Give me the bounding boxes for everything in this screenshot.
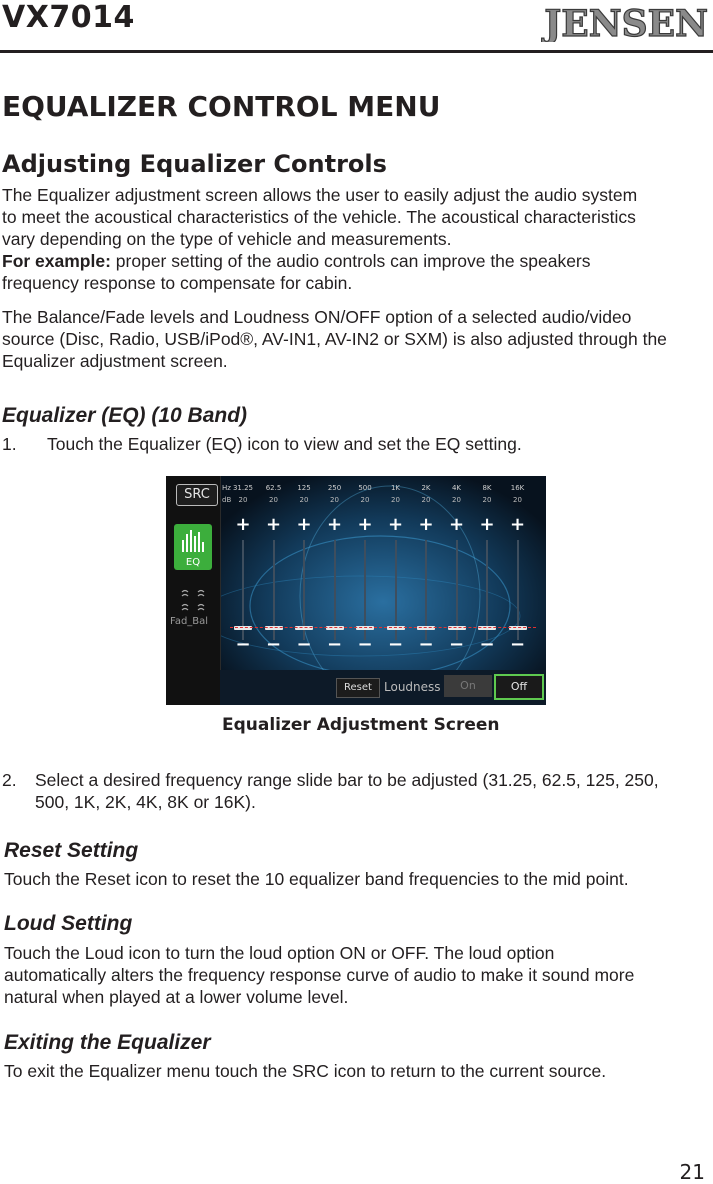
section-heading-exit: Exiting the Equalizer bbox=[4, 1031, 211, 1054]
example-label: For example: bbox=[2, 251, 111, 271]
band-frequency-label: 4K bbox=[451, 484, 462, 492]
step-1-text: Touch the Equalizer (EQ) icon to view and set the EQ setting. bbox=[47, 434, 522, 454]
exit-text: To exit the Equalizer menu touch the SRC icon to return to the current source. bbox=[4, 1061, 607, 1081]
intro-line: The Equalizer adjustment screen allows the user to easily adjust the audio system bbox=[2, 185, 638, 205]
loudness-on-button[interactable]: On bbox=[444, 675, 492, 697]
band-value-label: 20 bbox=[513, 496, 522, 504]
eq-button[interactable] bbox=[174, 524, 212, 570]
band-value-label: 20 bbox=[238, 496, 248, 504]
band-value-label: 20 bbox=[360, 496, 370, 504]
band-value-label: 20 bbox=[269, 496, 278, 504]
fad-bal-label: Fad_Bal bbox=[170, 616, 209, 627]
band-slider-track[interactable] bbox=[456, 540, 458, 640]
band-decrease-button[interactable]: − bbox=[235, 634, 251, 655]
band-value-label: 20 bbox=[299, 496, 309, 504]
band-increase-button[interactable]: + bbox=[418, 514, 434, 535]
step-2-number: 2. bbox=[2, 770, 17, 790]
loud-paragraph bbox=[4, 942, 712, 1008]
section-heading-adjusting: Adjusting Equalizer Controls bbox=[2, 150, 387, 178]
band-increase-button[interactable]: + bbox=[448, 514, 465, 535]
fader-balance-icon[interactable] bbox=[180, 588, 208, 612]
section-heading-reset: Reset Setting bbox=[4, 839, 139, 862]
screenshot-caption: Equalizer Adjustment Screen bbox=[222, 715, 500, 735]
hz-label: Hz bbox=[222, 484, 231, 492]
band-decrease-button[interactable]: − bbox=[479, 634, 495, 655]
jensen-logo bbox=[522, 2, 712, 42]
example-line bbox=[2, 250, 712, 272]
reset-button[interactable]: Reset bbox=[336, 678, 380, 698]
band-frequency-label: 2K bbox=[421, 484, 431, 492]
band-slider-track[interactable] bbox=[242, 540, 244, 640]
band-slider-track[interactable] bbox=[273, 540, 275, 640]
band-frequency-label: 31.25 bbox=[232, 484, 254, 492]
page-title: EQUALIZER CONTROL MENU bbox=[2, 90, 441, 123]
logo-text: JENSEN bbox=[544, 3, 708, 42]
band-value-label: 20 bbox=[330, 496, 339, 504]
band-value-label: 20 bbox=[482, 496, 492, 504]
loudness-label: Loudness bbox=[384, 680, 441, 694]
intro-paragraph bbox=[2, 184, 712, 294]
intro-line: vary depending on the type of vehicle and measurements. bbox=[2, 229, 452, 249]
band-slider-track[interactable] bbox=[334, 540, 336, 640]
model-number: VX7014 bbox=[2, 0, 135, 35]
step-2-line: 500, 1K, 2K, 4K, 8K or 16K). bbox=[35, 792, 256, 812]
band-decrease-button[interactable]: − bbox=[326, 634, 343, 655]
band-increase-button[interactable]: + bbox=[509, 514, 526, 535]
eq-button-label: EQ bbox=[185, 557, 201, 568]
page-number: 21 bbox=[679, 1160, 705, 1184]
band-slider-track[interactable] bbox=[517, 540, 519, 640]
section-heading-eq: Equalizer (EQ) (10 Band) bbox=[2, 404, 248, 427]
band-slider-track[interactable] bbox=[425, 540, 427, 640]
section-heading-loud: Loud Setting bbox=[4, 912, 133, 935]
step-2-text bbox=[35, 769, 711, 813]
band-decrease-button[interactable]: − bbox=[509, 634, 526, 655]
band-decrease-button[interactable]: − bbox=[296, 634, 312, 655]
band-value-label: 20 bbox=[452, 496, 461, 504]
band-increase-button[interactable]: + bbox=[357, 514, 373, 535]
loud-line: Touch the Loud icon to turn the loud option ON or OFF. The loud option bbox=[4, 943, 555, 963]
band-frequency-label: 250 bbox=[327, 484, 342, 492]
band-frequency-label: 8K bbox=[482, 484, 492, 492]
band-increase-button[interactable]: + bbox=[235, 514, 251, 535]
src-button[interactable]: SRC bbox=[176, 484, 218, 506]
example-text: proper setting of the audio controls can improve the speakers bbox=[110, 251, 591, 271]
step-2-line: Select a desired frequency range slide bar to be adjusted (31.25, 62.5, 125, 250, bbox=[35, 770, 659, 790]
level-line bbox=[230, 627, 536, 628]
header-rule bbox=[0, 50, 713, 53]
equalizer-bars-icon bbox=[181, 530, 205, 552]
loud-line: natural when played at a lower volume level. bbox=[4, 987, 349, 1007]
band-slider-track[interactable] bbox=[486, 540, 488, 640]
reset-text: Touch the Reset icon to reset the 10 equalizer band frequencies to the mid point. bbox=[4, 869, 629, 889]
equalizer-screenshot bbox=[166, 476, 546, 705]
intro-line: to meet the acoustical characteristics of the vehicle. The acoustical characteristics bbox=[2, 207, 636, 227]
band-increase-button[interactable]: + bbox=[479, 514, 495, 535]
side-menu bbox=[166, 476, 221, 705]
band-frequency-label: 16K bbox=[510, 484, 525, 492]
band-frequency-label: 500 bbox=[358, 484, 372, 492]
step-1-number: 1. bbox=[2, 434, 17, 454]
band-slider-track[interactable] bbox=[395, 540, 397, 640]
band-frequency-label: 62.5 bbox=[265, 484, 282, 492]
band-decrease-button[interactable]: − bbox=[448, 634, 465, 655]
band-frequency-label: 125 bbox=[297, 484, 311, 492]
band-decrease-button[interactable]: − bbox=[387, 634, 404, 655]
band-decrease-button[interactable]: − bbox=[418, 634, 434, 655]
band-value-label: 20 bbox=[421, 496, 431, 504]
balance-line: source (Disc, Radio, USB/iPod®, AV-IN1, AV-IN2 or SXM) is also adjusted through the bbox=[2, 329, 667, 349]
loudness-off-button[interactable]: Off bbox=[494, 674, 544, 700]
loud-line: automatically alters the frequency response curve of audio to make it sound more bbox=[4, 965, 635, 985]
band-increase-button[interactable]: + bbox=[326, 514, 343, 535]
band-slider-track[interactable] bbox=[364, 540, 366, 640]
band-frequency-label: 1K bbox=[390, 484, 401, 492]
band-increase-button[interactable]: + bbox=[387, 514, 404, 535]
band-increase-button[interactable]: + bbox=[265, 514, 282, 535]
example-line: frequency response to compensate for cabin. bbox=[2, 273, 353, 293]
band-increase-button[interactable]: + bbox=[296, 514, 312, 535]
db-label: dB bbox=[222, 496, 232, 504]
balance-line: The Balance/Fade levels and Loudness ON/OFF option of a selected audio/video bbox=[2, 307, 632, 327]
balance-paragraph bbox=[2, 306, 712, 372]
band-decrease-button[interactable]: − bbox=[357, 634, 373, 655]
balance-line: Equalizer adjustment screen. bbox=[2, 351, 228, 371]
band-slider-track[interactable] bbox=[303, 540, 305, 640]
band-decrease-button[interactable]: − bbox=[265, 634, 282, 655]
band-value-label: 20 bbox=[391, 496, 400, 504]
